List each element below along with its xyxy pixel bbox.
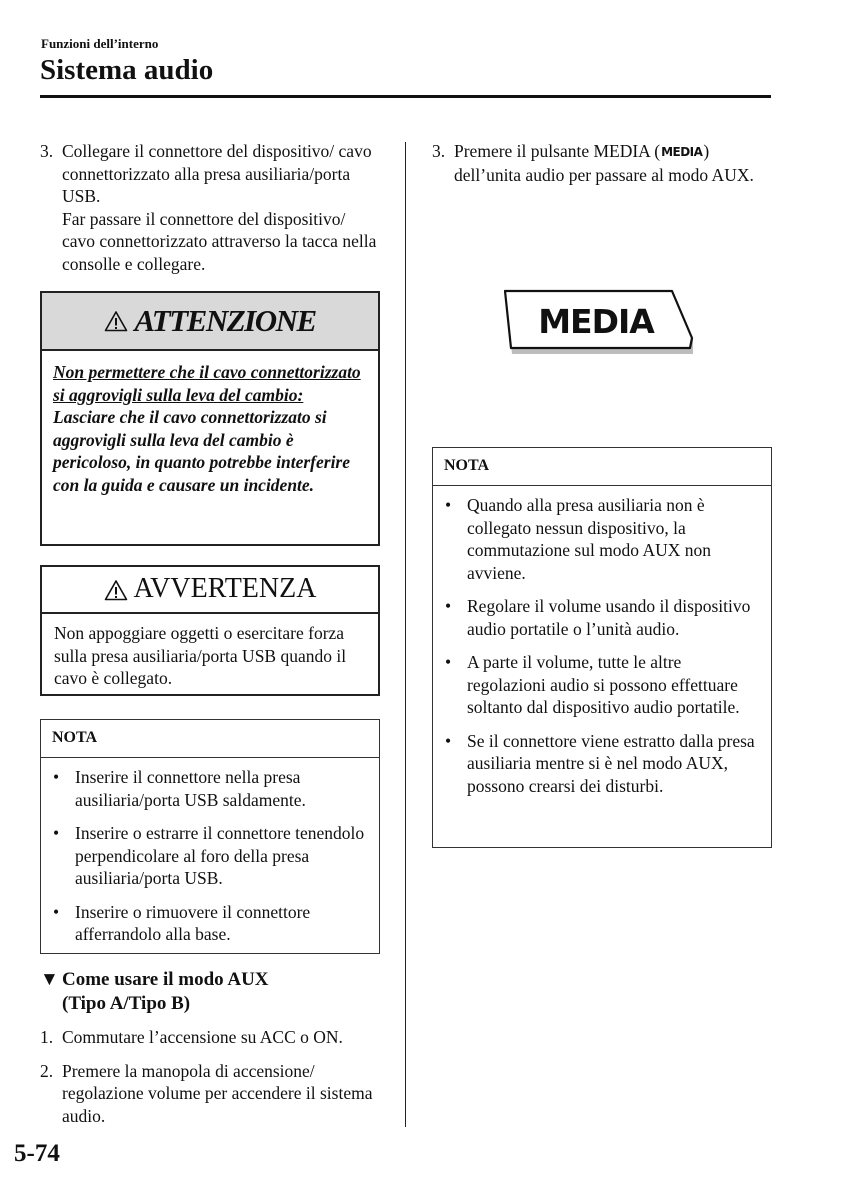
warning-triangle-icon [104,579,128,601]
step-text: Premere la manopola di accensione/ regolazione volume per accendere il sistema audio. [62,1060,373,1126]
list-item: • Inserire il connettore nella presa ausiliaria/porta USB saldamente. [53,767,306,810]
media-inline-icon: MEDIA [661,145,703,159]
column-divider [405,142,406,1127]
right-note-wrap [432,447,772,848]
step-text: Commutare l’accensione su ACC o ON. [62,1027,343,1047]
step-text: Collegare il connettore del dispositivo/ cavo connettorizzato alla presa ausiliaria/porta USB. [62,141,372,206]
aux-heading: ▼ Come usare il modo AUX (Tipo A/Tipo B) [40,969,269,1014]
step-text: Premere il pulsante MEDIA (MEDIA) dell’unita audio per passare al modo AUX. [454,141,754,185]
left-column [40,140,380,1127]
bullet: • [445,495,452,515]
step-number: 1. [40,1027,54,1047]
warning-title: ATTENZIONE [134,302,316,338]
warning-triangle-icon [104,310,128,332]
warning-heading: Non permettere che il cavo connettorizzato si aggrovigli sulla leva del cambio: [53,362,361,405]
page-title: Sistema audio [40,54,214,86]
bullet: • [53,767,60,787]
step-2-power [40,1060,380,1128]
media-button-illustration [504,288,696,356]
step-3-connect [40,140,380,275]
note-box [432,447,772,848]
page-number: 5-74 [14,1140,60,1167]
warning-text: Lasciare che il cavo connettorizzato si aggrovigli sulla leva del cambio è pericoloso, in quanto potrebbe interferire con la guida e causare un incidente. [53,407,351,495]
step-number: 2. [40,1060,54,1081]
bullet: • [445,730,452,751]
warning-header [42,293,378,351]
caution-header [42,567,378,614]
caution-body: Non appoggiare oggetti o esercitare forza sulla presa ausiliaria/porta USB quando il cavo è collegato. [54,623,347,688]
media-button-label: MEDIA [538,302,654,341]
list-item: • Se il connettore viene estratto dalla presa ausiliaria mentre si è nel modo AUX, possono crearsi dei disturbi. [445,730,755,796]
right-column [432,140,772,186]
step-number: 3. [40,141,54,161]
list-item: • Inserire o estrarre il connettore tenendolo perpendicolare al foro della presa ausiliaria/porta USB. [53,823,365,888]
note-list [433,486,771,804]
note-list [41,758,379,953]
section-label: Funzioni dell’interno [41,36,159,51]
step-text-continued: Far passare il connettore del dispositivo/ cavo connettorizzato attraverso la tacca nella consolle e collegare. [62,208,377,274]
list-item: • A parte il volume, tutte le altre regolazioni audio si possono effettuare soltanto dal dispositivo audio portatile. [445,652,740,717]
step-3-media [432,140,772,186]
bullet: • [445,652,452,672]
bullet: • [445,596,452,616]
bullet: • [53,901,60,922]
note-title: NOTA [433,448,771,486]
step-1-ignition [40,1026,380,1049]
list-item: • Inserire o rimuovere il connettore afferrandolo alla base. [53,901,311,944]
list-item: • Quando alla presa ausiliaria non è collegato nessun dispositivo, la commutazione sul modo AUX non avviene. [445,495,712,583]
title-rule [40,95,771,98]
step-number: 3. [432,141,446,161]
bullet: • [53,823,60,843]
caution-title: AVVERTENZA [133,573,317,605]
triangle-down-icon: ▼ [40,969,59,990]
warning-body [42,351,378,505]
note-title: NOTA [41,720,379,758]
caution-box [40,565,380,696]
warning-box [40,291,380,546]
list-item: • Regolare il volume usando il dispositivo audio portatile o l’unità audio. [445,596,751,639]
note-box [40,719,380,954]
